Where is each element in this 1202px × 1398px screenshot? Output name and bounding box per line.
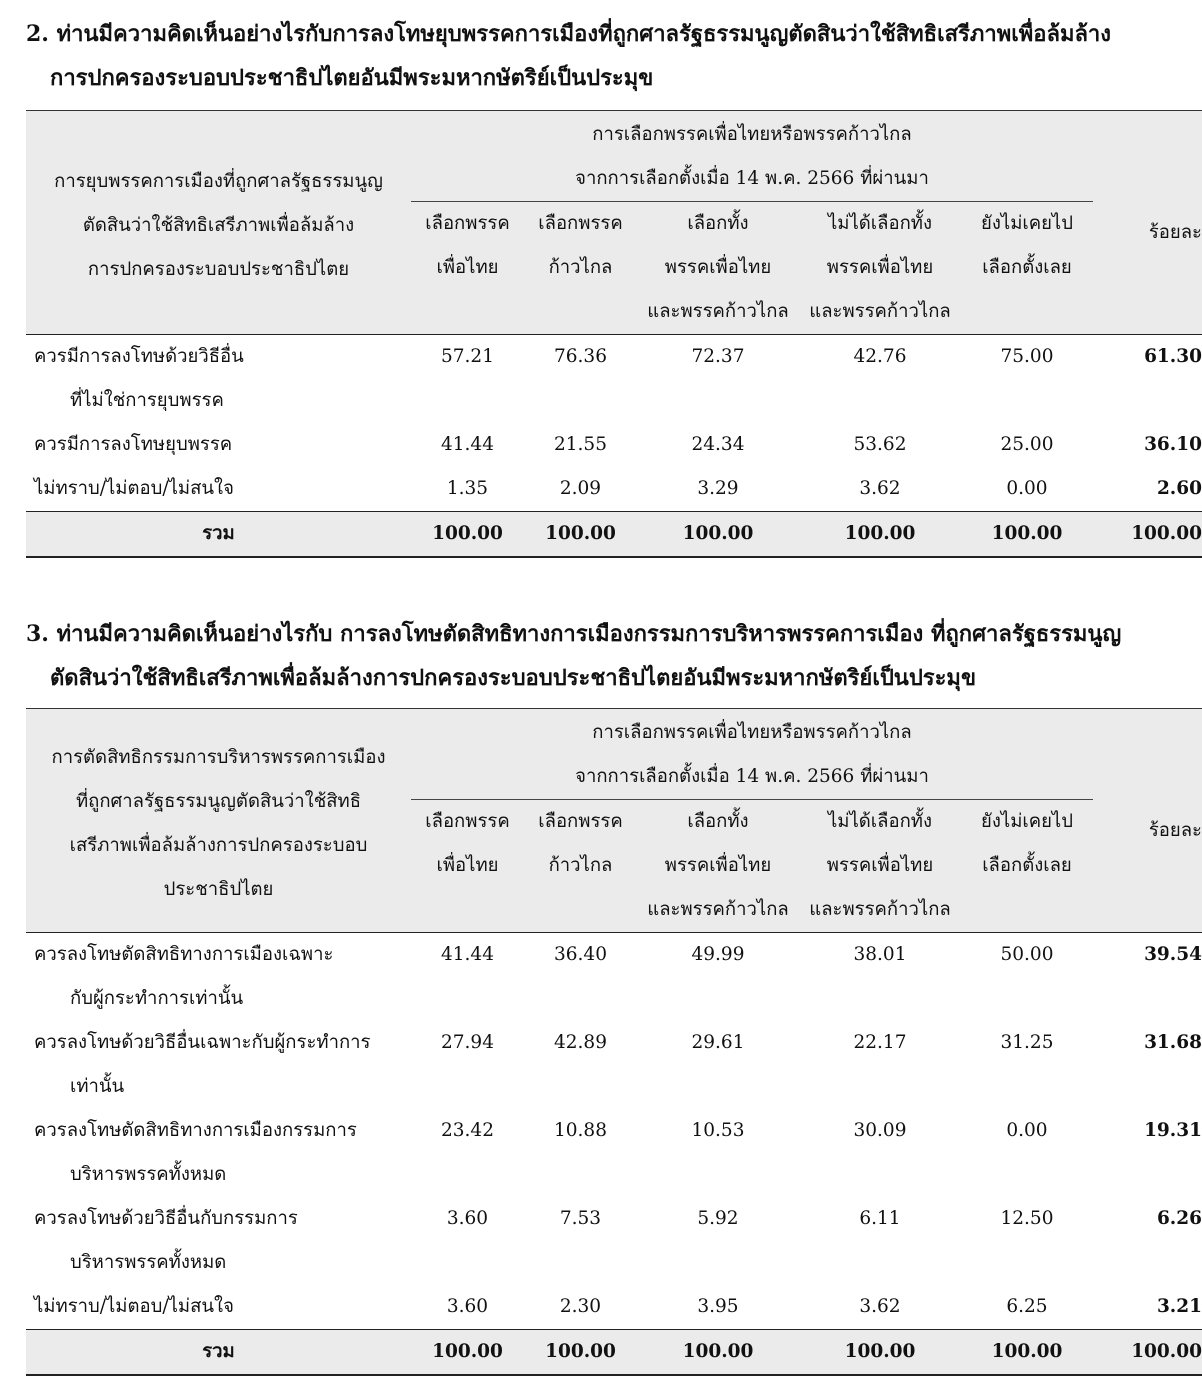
value-cell: 27.94 (441, 1032, 494, 1053)
column-header-line: เลือกพรรค (538, 213, 623, 234)
value-cell: 1.35 (446, 478, 489, 499)
row-label-line1: ควรลงโทษด้วยวิธีอื่นเฉพาะกับผู้กระทำการ (34, 1032, 371, 1053)
row-label-line2: บริหารพรรคทั้งหมด (70, 1252, 227, 1273)
percent-header (1093, 709, 1202, 933)
question-2-line1: 2. ท่านมีความคิดเห็นอย่างไรกับการลงโทษยุบพรรคการเมืองที่ถูกศาลรัฐธรรมนูญตัดสินว่าใช้สิทธิเสรีภาพเพื่อล้มล้าง (26, 21, 1112, 47)
table-row (26, 335, 1202, 424)
column-header-line: พรรคเพื่อไทย (664, 257, 772, 278)
column-header-move-forward (524, 800, 637, 933)
total-cell: 39.54 (1093, 933, 1202, 1022)
column-header-line: เลือกพรรค (538, 811, 623, 832)
value-cell: 0.00 (1006, 1120, 1048, 1141)
value-cell: 31.25 (1000, 1032, 1054, 1053)
column-header-line: ยังไม่เคยไป (981, 213, 1073, 234)
column-header-both (637, 800, 799, 933)
table-row (26, 1021, 1202, 1109)
sum-value-cell: 100.00 (637, 1330, 799, 1376)
question-3-line2: ตัดสินว่าใช้สิทธิเสรีภาพเพื่อล้มล้างการปกครองระบอบประชาธิปไตยอันมีพระมหากษัตริย์เป็นประมุข (50, 665, 976, 691)
value-cell: 3.95 (697, 1296, 739, 1317)
group-header-line: จากการเลือกตั้งเมื่อ 14 พ.ค. 2566 ที่ผ่านมา (575, 168, 929, 189)
row-label (26, 1197, 411, 1285)
column-header-line: พรรคเพื่อไทย (826, 855, 934, 876)
row-label-line2: กับผู้กระทำการเท่านั้น (70, 988, 244, 1009)
value-cell: 38.01 (799, 933, 961, 1022)
value-cell: 30.09 (853, 1120, 907, 1141)
sum-total-cell: 100.00 (1093, 1330, 1202, 1376)
row-label-line1: ควรมีการลงโทษด้วยวิธีอื่น (34, 346, 244, 367)
value-cell: 2.09 (559, 478, 602, 499)
group-header (411, 111, 1093, 202)
row-label-line1: ไม่ทราบ/ไม่ตอบ/ไม่สนใจ (34, 1296, 234, 1317)
column-header-line: เลือกทั้ง (687, 213, 749, 234)
sum-total-cell: 100.00 (1093, 512, 1202, 558)
value-cell: 41.44 (411, 933, 524, 1022)
value-cell: 57.21 (411, 335, 524, 424)
percent-header-label: ร้อยละ (1148, 221, 1202, 243)
sum-row (26, 512, 1202, 558)
row-header-line: การปกครองระบอบประชาธิปไตย (87, 258, 350, 280)
question-3-line1: 3. ท่านมีความคิดเห็นอย่างไรกับ การลงโทษตัดสิทธิทางการเมืองกรรมการบริหารพรรคการเมือง ที่ถูกศาลรัฐธรรมนูญ (26, 621, 1122, 647)
row-header-line: เสรีภาพเพื่อล้มล้างการปกครองระบอบ (69, 834, 368, 856)
value-cell: 12.50 (1000, 1208, 1054, 1229)
value-cell: 6.25 (1006, 1296, 1048, 1317)
column-header-line: เลือกพรรค (425, 213, 510, 234)
value-cell: 41.44 (441, 434, 494, 455)
table-section-2 (26, 110, 1202, 558)
column-header-pheu-thai (411, 202, 524, 335)
value-cell: 10.53 (691, 1120, 745, 1141)
total-cell: 36.10 (1144, 434, 1202, 455)
column-header-line: พรรคเพื่อไทย (664, 855, 772, 876)
row-label (26, 1109, 411, 1197)
row-label (26, 423, 411, 467)
value-cell: 42.76 (799, 335, 961, 424)
value-cell: 29.61 (691, 1032, 745, 1053)
row-label (26, 467, 411, 512)
column-header-line: เพื่อไทย (436, 855, 499, 876)
sum-value-cell: 100.00 (524, 512, 637, 558)
value-cell: 3.62 (859, 1296, 901, 1317)
column-header-line: ไม่ได้เลือกทั้ง (827, 811, 933, 832)
column-header-line: และพรรคก้าวไกล (809, 301, 951, 322)
column-header-pheu-thai (411, 800, 524, 933)
value-cell: 42.89 (554, 1032, 607, 1053)
column-header-line: ยังไม่เคยไป (981, 811, 1073, 832)
column-header-move-forward (524, 202, 637, 335)
column-header-never-voted (961, 800, 1093, 933)
row-header-line: ตัดสินว่าใช้สิทธิเสรีภาพเพื่อล้มล้าง (82, 214, 355, 236)
total-cell: 6.26 (1156, 1208, 1202, 1229)
group-header (411, 709, 1093, 800)
row-label (26, 1285, 411, 1330)
group-header-line: การเลือกพรรคเพื่อไทยหรือพรรคก้าวไกล (592, 722, 912, 743)
column-header-line: เลือกตั้งเลย (982, 855, 1072, 876)
question-3-heading (26, 612, 1196, 700)
sum-row (26, 1330, 1202, 1376)
sum-value-cell: 100.00 (961, 512, 1093, 558)
sum-label: รวม (26, 512, 411, 558)
sum-value-cell: 100.00 (799, 1330, 961, 1376)
question-2-heading (26, 12, 1196, 100)
row-label (26, 335, 411, 424)
column-header-line: เพื่อไทย (436, 257, 499, 278)
row-label-line1: ควรลงโทษตัดสิทธิทางการเมืองเฉพาะ (34, 944, 334, 965)
column-header-line: เลือกตั้งเลย (982, 257, 1072, 278)
row-label (26, 933, 411, 1022)
value-cell: 53.62 (853, 434, 907, 455)
sum-value-cell: 100.00 (524, 1330, 637, 1376)
column-header-line: ไม่ได้เลือกทั้ง (827, 213, 933, 234)
total-cell: 61.30 (1093, 335, 1202, 424)
row-header-line: ประชาธิปไตย (163, 878, 274, 900)
table-row (26, 1109, 1202, 1197)
value-cell: 72.37 (637, 335, 799, 424)
column-header-line: และพรรคก้าวไกล (647, 301, 789, 322)
value-cell: 24.34 (691, 434, 745, 455)
value-cell: 5.92 (697, 1208, 739, 1229)
row-label (26, 1021, 411, 1109)
row-label-line2: บริหารพรรคทั้งหมด (70, 1164, 227, 1185)
row-label-line1: ควรมีการลงโทษยุบพรรค (34, 434, 233, 455)
value-cell: 6.11 (859, 1208, 901, 1229)
row-label-line1: ควรลงโทษตัดสิทธิทางการเมืองกรรมการ (34, 1120, 357, 1141)
table-row (26, 1285, 1202, 1330)
value-cell: 75.00 (961, 335, 1093, 424)
value-cell: 3.60 (446, 1296, 489, 1317)
value-cell: 23.42 (441, 1120, 494, 1141)
value-cell: 7.53 (559, 1208, 602, 1229)
value-cell: 49.99 (637, 933, 799, 1022)
value-cell: 0.00 (1006, 478, 1048, 499)
table-row (26, 467, 1202, 512)
value-cell: 10.88 (554, 1120, 607, 1141)
column-header-neither (799, 800, 961, 933)
value-cell: 76.36 (524, 335, 637, 424)
column-header-both (637, 202, 799, 335)
column-header-never-voted (961, 202, 1093, 335)
percent-header (1093, 111, 1202, 335)
row-label-line1: ไม่ทราบ/ไม่ตอบ/ไม่สนใจ (34, 478, 234, 499)
sum-label: รวม (26, 1330, 411, 1376)
value-cell: 3.62 (859, 478, 901, 499)
table-row (26, 1197, 1202, 1285)
row-label-line1: ควรลงโทษด้วยวิธีอื่นกับกรรมการ (34, 1208, 298, 1229)
sum-value-cell: 100.00 (961, 1330, 1093, 1376)
question-2-line2: การปกครองระบอบประชาธิปไตยอันมีพระมหากษัตริย์เป็นประมุข (50, 65, 654, 91)
value-cell: 3.29 (697, 478, 739, 499)
sum-value-cell: 100.00 (411, 512, 524, 558)
column-header-line: ก้าวไกล (548, 855, 613, 876)
total-cell: 31.68 (1144, 1032, 1202, 1053)
value-cell: 2.30 (559, 1296, 602, 1317)
percent-header-label: ร้อยละ (1148, 819, 1202, 841)
row-label-line2: ที่ไม่ใช่การยุบพรรค (70, 390, 224, 411)
sum-value-cell: 100.00 (411, 1330, 524, 1376)
value-cell: 22.17 (853, 1032, 907, 1053)
row-header-cell (26, 111, 411, 335)
column-header-line: เลือกทั้ง (687, 811, 749, 832)
total-cell: 2.60 (1156, 478, 1202, 499)
row-header-line: การตัดสิทธิกรรมการบริหารพรรคการเมือง (51, 746, 386, 768)
group-header-line: การเลือกพรรคเพื่อไทยหรือพรรคก้าวไกล (592, 124, 912, 145)
row-header-line: การยุบพรรคการเมืองที่ถูกศาลรัฐธรรมนูญ (54, 170, 383, 192)
column-header-line: และพรรคก้าวไกล (647, 899, 789, 920)
table-row (26, 933, 1202, 1022)
sum-value-cell: 100.00 (799, 512, 961, 558)
column-header-line: และพรรคก้าวไกล (809, 899, 951, 920)
value-cell: 36.40 (524, 933, 637, 1022)
row-label-line2: เท่านั้น (70, 1076, 125, 1097)
value-cell: 21.55 (554, 434, 607, 455)
column-header-neither (799, 202, 961, 335)
row-header-line: ที่ถูกศาลรัฐธรรมนูญตัดสินว่าใช้สิทธิ (75, 790, 362, 812)
row-header-cell (26, 709, 411, 933)
total-cell: 3.21 (1156, 1296, 1202, 1317)
sum-value-cell: 100.00 (637, 512, 799, 558)
column-header-line: ก้าวไกล (548, 257, 613, 278)
total-cell: 19.31 (1144, 1120, 1202, 1141)
column-header-line: เลือกพรรค (425, 811, 510, 832)
table-section-3 (26, 708, 1202, 1376)
value-cell: 50.00 (961, 933, 1093, 1022)
column-header-line: พรรคเพื่อไทย (826, 257, 934, 278)
value-cell: 3.60 (446, 1208, 489, 1229)
value-cell: 25.00 (1000, 434, 1054, 455)
table-row (26, 423, 1202, 467)
group-header-line: จากการเลือกตั้งเมื่อ 14 พ.ค. 2566 ที่ผ่านมา (575, 766, 929, 787)
